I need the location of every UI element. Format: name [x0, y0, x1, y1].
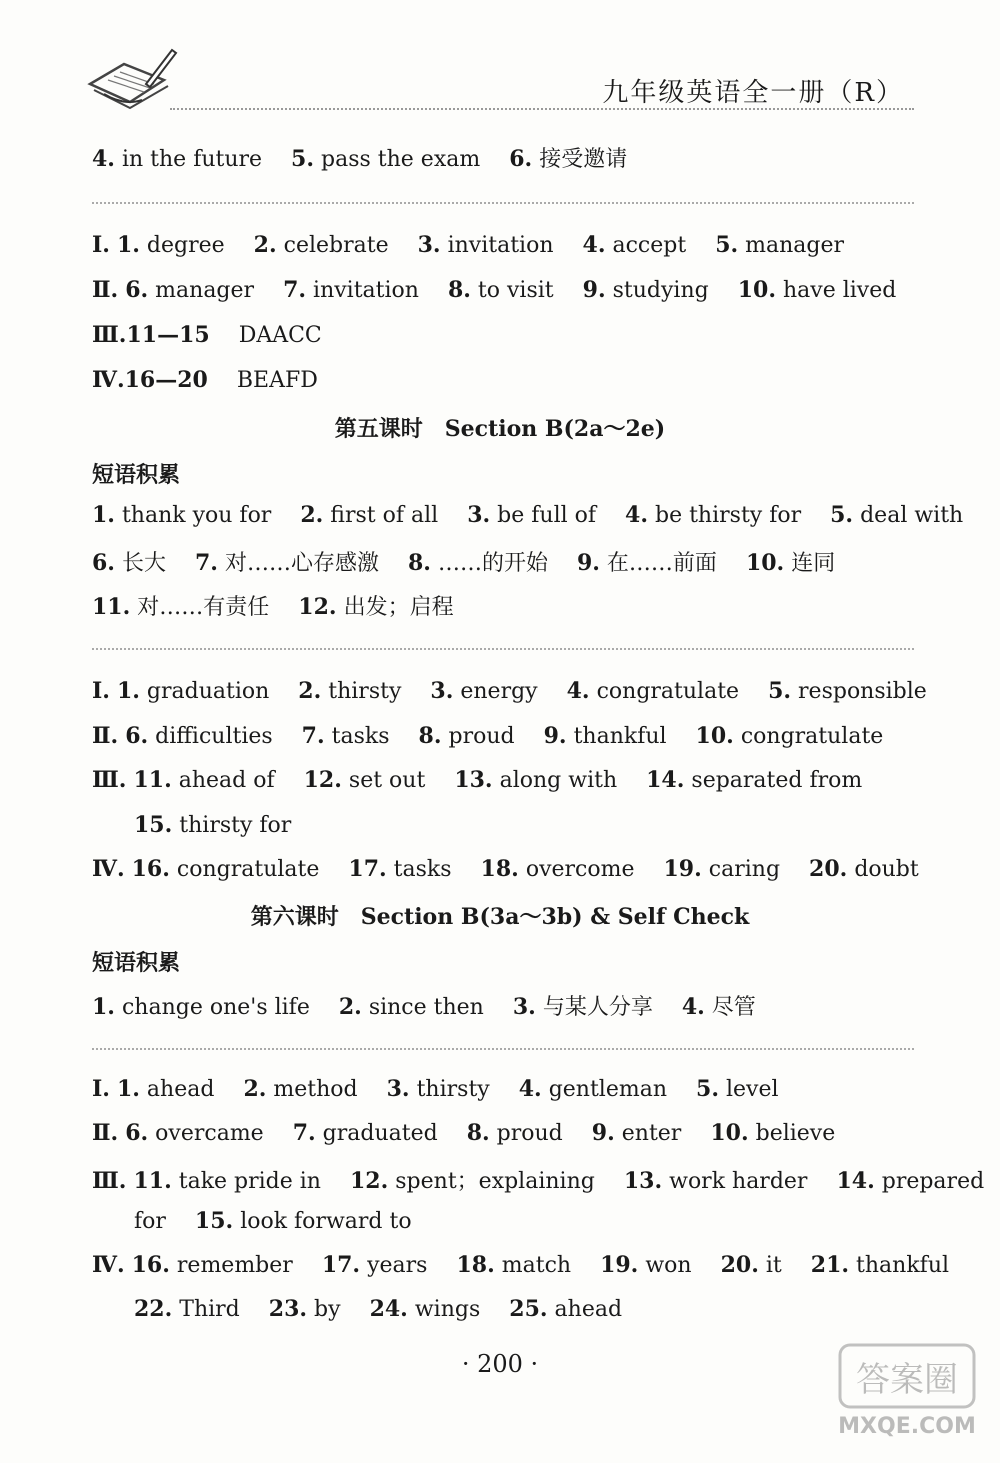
book-title: 九年级英语全一册（R）: [602, 78, 904, 108]
answer-line: Ⅳ. 16. remember 17. years 18. match 19. won 20. it 21. thankful: [92, 1252, 950, 1278]
section-label: 短语积累: [92, 950, 181, 976]
answer-line: for 15. look forward to: [134, 1208, 412, 1234]
answer-line: 11. 对……有责任 12. 出发；启程: [92, 594, 454, 620]
answer-line: Ⅱ. 6. manager 7. invitation 8. to visit 9. studying 10. have lived: [92, 277, 897, 303]
answer-line: Ⅰ. 1. ahead 2. method 3. thirsty 4. gentleman 5. level: [92, 1076, 779, 1102]
answer-line: Ⅳ.16—20 BEAFD: [92, 367, 318, 393]
svg-text:答案圈: 答案圈: [856, 1360, 958, 1400]
section-divider: [92, 202, 914, 204]
watermark-logo: [832, 1335, 982, 1445]
answer-line: 15. thirsty for: [134, 812, 292, 838]
page-number: · 200 ·: [461, 1350, 539, 1378]
answer-line: Ⅰ. 1. degree 2. celebrate 3. invitation 4. accept 5. manager: [92, 232, 845, 258]
section-label: 短语积累: [92, 462, 181, 488]
header-divider: [170, 108, 914, 110]
section-divider: [92, 648, 914, 650]
svg-text:MXQE.COM: MXQE.COM: [838, 1414, 976, 1439]
section-title: 第六课时 Section B(3a～3b) & Self Check: [250, 904, 750, 930]
notebook-pen-icon: [84, 44, 184, 114]
section-divider: [92, 1048, 914, 1050]
answer-line: 1. thank you for 2. first of all 3. be full of 4. be thirsty for 5. deal with: [92, 502, 964, 528]
answer-line: 4. in the future 5. pass the exam 6. 接受邀请: [92, 146, 628, 172]
answer-line: Ⅲ. 11. ahead of 12. set out 13. along with 14. separated from: [92, 767, 863, 793]
answer-line: Ⅱ. 6. overcame 7. graduated 8. proud 9. enter 10. believe: [92, 1120, 836, 1146]
answer-line: 6. 长大 7. 对……心存感激 8. ……的开始 9. 在……前面 10. 连同: [92, 550, 836, 576]
answer-line: 1. change one's life 2. since then 3. 与某人分享 4. 尽管: [92, 994, 756, 1020]
answer-line: Ⅲ.11—15 DAACC: [92, 322, 322, 348]
answer-line: 22. Third 23. by 24. wings 25. ahead: [134, 1296, 623, 1322]
answer-line: Ⅱ. 6. difficulties 7. tasks 8. proud 9. thankful 10. congratulate: [92, 723, 884, 749]
answer-line: Ⅳ. 16. congratulate 17. tasks 18. overcome 19. caring 20. doubt: [92, 856, 919, 882]
answer-line: Ⅰ. 1. graduation 2. thirsty 3. energy 4. congratulate 5. responsible: [92, 678, 927, 704]
answer-line: Ⅲ. 11. take pride in 12. spent；explaining 13. work harder 14. prepared: [92, 1168, 985, 1194]
section-title: 第五课时 Section B(2a～2e): [334, 416, 666, 442]
